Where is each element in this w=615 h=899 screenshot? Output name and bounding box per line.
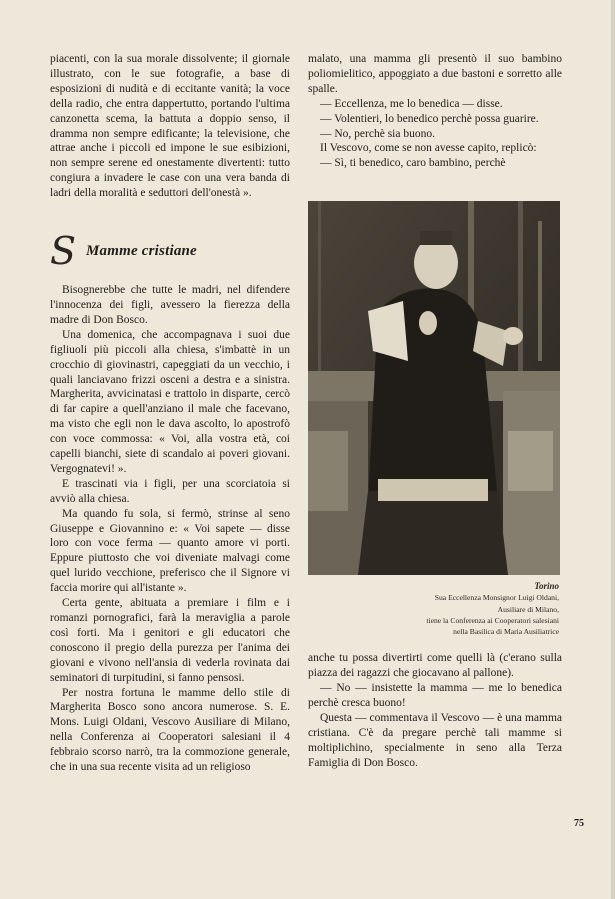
section-heading — [50, 229, 290, 274]
paragraph: Certa gente, abituata a premiare i film e i romanzi pornografici, farà la meraviglia a parole così forti. Ma i genitori e gli educatori che conoscono il pregio della purezza per l'anima dei giovani e vivono nell'ansia di vederla rovinata dai seminatori di turpitudini, si fanno pensosi. — [50, 597, 290, 684]
paragraph: — Eccellenza, me lo benedica — disse. — [320, 97, 503, 110]
paragraph: Bisognerebbe che tutte le madri, nel difendere l'innocenza dei figli, avessero la fierezza della madre di Don Bosco. — [50, 284, 290, 326]
paragraph: — No, perchè sia buono. — [320, 127, 435, 140]
paragraph: Questa — commentava il Vescovo — è una mamma cristiana. C'è da pregare perchè tali mamme si moltiplichino, specialmente in seno alla Terza Famiglia di Don Bosco. — [308, 711, 562, 769]
paragraph: Ma quando fu sola, si fermò, strinse al seno Giuseppe e Giovannino e: « Voi sapete — disse loro con voce ferma — quanto amore vi porti. Eppure piuttosto che voi diveniate malvagi come quel lurido vecchione, preferisco che il Signore vi faccia morire qui all'istante ». — [50, 507, 290, 595]
paragraph: Una domenica, che accompagnava i suoi due figliuoli più piccoli alla chiesa, s'imbattè in un crocchio di giovinastri, capeggiati da un vecchio, i quali lanciavano frizzi osceni a destra e a sinistra. Margherita, avvicinatasi e trattolo in disparte, cercò di far capire a quell'anziano il male che facevano, ma visto che egli non le dava ascolto, lo apostrofò con voce commossa: « Voi, alla vostra età, coi capelli bianchi, siete di scandalo ai poveri giovani. Vergognatevi! ». — [50, 328, 290, 475]
caption-line: Ausiliare di Milano, — [497, 604, 559, 614]
paragraph: E trascinati via i figli, per una scorciatoia si avviò alla chiesa. — [50, 477, 290, 505]
paragraph: Per nostra fortuna le mamme dello stile di Margherita Bosco sono ancora numerose. S. E. Mons. Luigi Oldani, Vescovo Ausiliare di Milano, nella Conferenza ai Cooperatori salesiani il 4 febbraio scorso narrò, tra la commozione generale, che in una sua recente visita ad un religioso — [50, 686, 290, 774]
caption-line: Sua Eccellenza Monsignor Luigi Oldani, — [434, 593, 559, 603]
photo-caption — [308, 581, 562, 637]
paragraph: — Sì, ti benedico, caro bambino, perchè — [320, 157, 506, 170]
top-paragraph: piacenti, con la sua morale dissolvente; il giornale illustrato, con le sue fotografie, a base di esposizioni di nudità e di eccitante vanità; la voce della radio, che entra dappertutto, portando l'ultima canzonetta scema, la battuta a doppio senso, il dramma non sempre edificante; la televisione, che attrae anche i piccoli ed impone le sue esibizioni, non sempre serene ed onestamente divertenti: tutto congiura a invadere le case con una vera banda di ladri della moralità e seduttori dell'onestà ». — [50, 53, 290, 200]
bishop-photo-image — [308, 201, 560, 575]
caption-line: tiene la Conferenza ai Cooperatori salesiani — [426, 615, 559, 625]
caption-city: Torino — [534, 581, 559, 592]
paragraph: Il Vescovo, come se non avesse capito, replicò: — [320, 142, 537, 155]
after-photo-text — [308, 651, 562, 770]
page-number: 75 — [574, 818, 584, 829]
paragraph: — Volentieri, lo benedico perchè possa guarire. — [320, 112, 539, 125]
section-ornament-icon: S — [50, 229, 77, 274]
left-column — [50, 52, 290, 775]
paragraph: malato, una mamma gli presentò il suo bambino poliomielitico, appoggiato a due bastoni e sorretto alle spalle. — [308, 53, 562, 95]
section-title: Mamme cristiane — [86, 242, 197, 259]
paragraph: anche tu possa divertirti come quelli là (c'erano sulla piazza dei ragazzi che giocavano al pallone). — [308, 652, 562, 680]
bishop-photo — [308, 201, 560, 575]
page-edge — [611, 0, 615, 899]
right-column — [308, 52, 562, 771]
paragraph: — No — insistette la mamma — me lo benedica perchè cresca buono! — [308, 682, 562, 709]
caption-line: nella Basilica di Maria Ausiliatrice — [453, 627, 559, 637]
